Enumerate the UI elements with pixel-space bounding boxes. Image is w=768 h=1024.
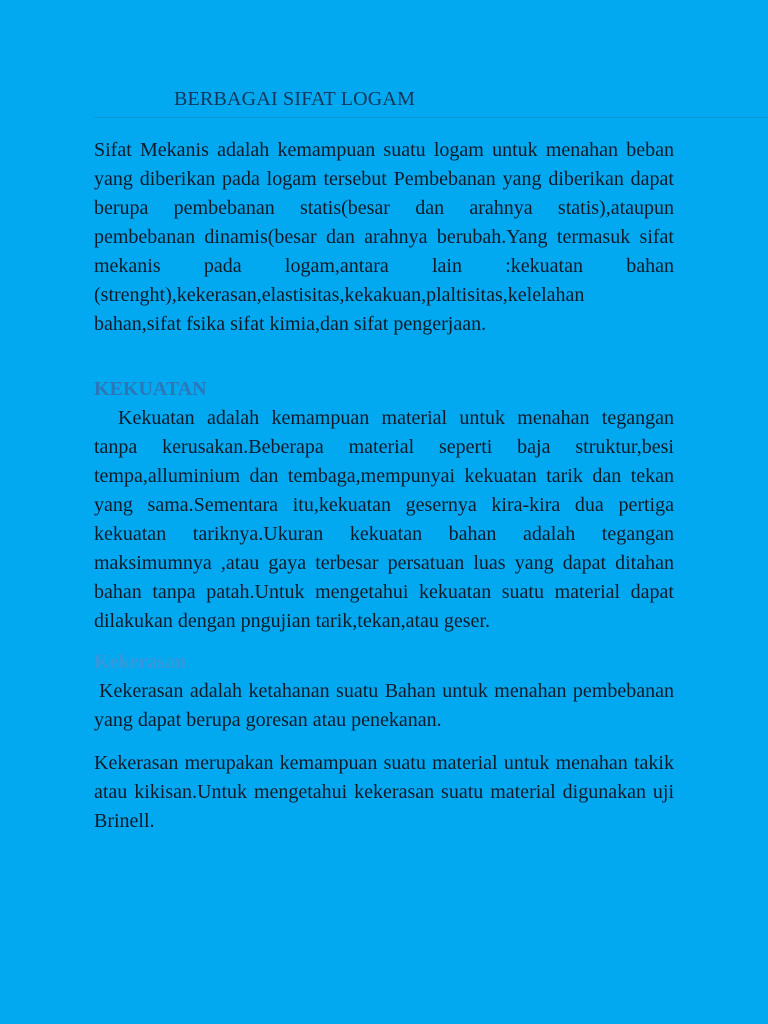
section-heading-kekuatan: KEKUATAN (94, 378, 207, 400)
kekerasan-paragraph-1: Kekerasan adalah ketahanan suatu Bahan untuk menahan pembebanan yang dapat berupa goresan atau penekanan. (94, 680, 674, 731)
title-divider (94, 117, 768, 118)
section-heading-kekerasan: Kekerasan (94, 651, 187, 673)
kekuatan-paragraph: Kekuatan adalah kemampuan material untuk menahan tegangan tanpa kerusakan.Beberapa material seperti baja struktur,besi tempa,alluminium dan tembaga,mempunyai kekuatan tarik dan tekan yang sama.Sementara itu,kekuatan gesernya kira-kira dua pertiga kekuatan tariknya.Ukuran kekuatan bahan adalah tegangan maksimumnya ,atau gaya terbesar persatuan luas yang dapat ditahan bahan tanpa patah.Untuk mengetahui kekuatan suatu material dapat dilakukan dengan pngujian tarik,tekan,atau geser. (94, 407, 674, 632)
section-kekuatan (94, 375, 674, 636)
document-title: BERBAGAI SIFAT LOGAM (174, 88, 416, 110)
kekerasan-paragraph-2: Kekerasan merupakan kemampuan suatu material untuk menahan takik atau kikisan.Untuk mengetahui kekerasan suatu material digunakan uji Brinell. (94, 752, 674, 832)
section-kekerasan (94, 648, 674, 836)
intro-paragraph: Sifat Mekanis adalah kemampuan suatu logam untuk menahan beban yang diberikan pada logam tersebut Pembebanan yang diberikan dapat berupa pembebanan statis(besar dan arahnya statis),ataupun pembebanan dinamis(besar dan arahnya berubah.Yang termasuk sifat mekanis pada logam,antara lain :kekuatan bahan (strenght),kekerasan,elastisitas,kekakuan,plaltisitas,kelelahan bahan,sifat fsika sifat kimia,dan sifat pengerjaan. (94, 139, 674, 335)
document-body (94, 136, 674, 836)
